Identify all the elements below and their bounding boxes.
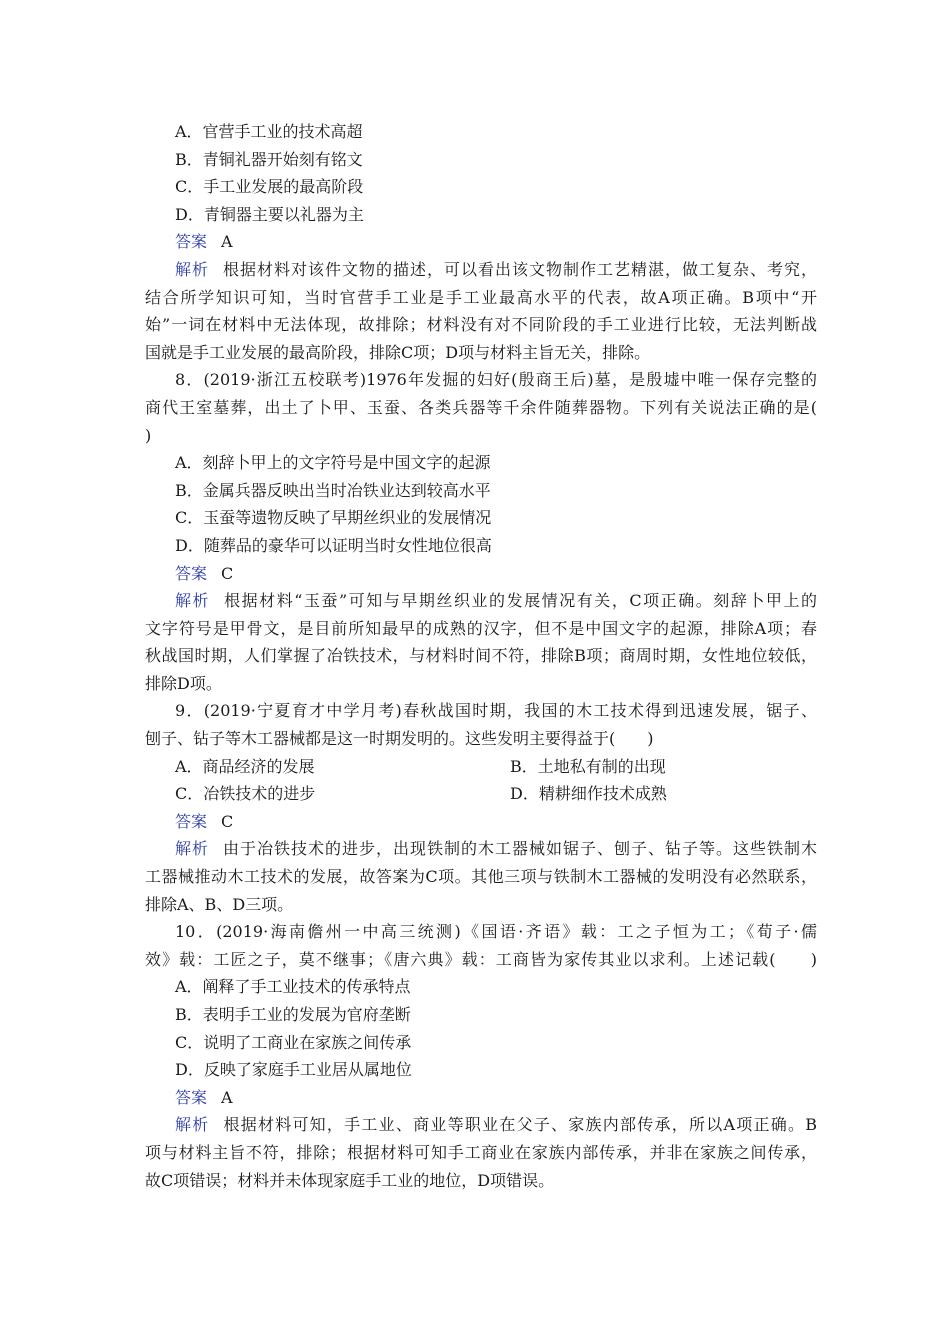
q7-option-a: A．官营手工业的技术高超: [175, 122, 363, 141]
q7-option-c: C．手工业发展的最高阶段: [175, 177, 364, 197]
q7-analysis-line-2: 结合所学知识可知，当时官营手工业是手工业最高水平的代表，故A项正确。B项中“开: [145, 287, 817, 307]
answer-label: 答案: [175, 1087, 208, 1107]
q7-option-b: B．青铜礼器开始刻有铭文: [175, 149, 363, 169]
q9-options-row-1: [145, 753, 817, 781]
q8-answer-value: C: [221, 563, 234, 583]
q10-analysis-line-1: [145, 1111, 817, 1139]
q9-answer: [145, 808, 817, 836]
q10-stem-line-2: 效》载：工匠之子，莫不继事；《唐六典》载：工商皆为家传其业以求利。上述记载( ): [145, 949, 817, 969]
q9-analysis-line-2: 工器械推动木工技术的发展，故答案为C项。其他三项与铁制木工器械的发明没有必然联系，: [145, 867, 817, 887]
q8-stem-line-1: 8．(2019·浙江五校联考)1976年发掘的妇好(殷商王后)墓，是殷墟中唯一保存完整的: [175, 370, 817, 390]
q10-option-b: B．表明手工业的发展为官府垄断: [175, 1005, 411, 1024]
q8-option-d: D．随葬品的豪华可以证明当时女性地位很高: [175, 535, 492, 555]
q9-options-row-2: [145, 780, 817, 808]
q8-analysis-line-3: 秋战国时期，人们掌握了冶铁技术，与材料时间不符，排除B项；商周时期，女性地位较低，: [145, 646, 817, 666]
q9-option-c: C．冶铁技术的进步: [175, 784, 316, 804]
answer-label: 答案: [175, 563, 208, 583]
q7-analysis-line-3: 始”一词在材料中无法体现，故排除；材料没有对不同阶段的手工业进行比较，无法判断战: [145, 315, 817, 335]
q10-option-d: D．反映了家庭手工业居从属地位: [175, 1060, 412, 1080]
q7-answer-value: A: [221, 232, 233, 252]
q7-option-d: D．青铜器主要以礼器为主: [175, 204, 364, 224]
analysis-label: 解析: [175, 839, 209, 859]
analysis-label: 解析: [175, 591, 211, 611]
q9-stem-line-1: 9．(2019·宁夏育才中学月考)春秋战国时期，我国的木工技术得到迅速发展，锯子、: [175, 701, 817, 721]
q7-analysis-line-1: [145, 256, 817, 284]
q10-answer-value: A: [221, 1087, 233, 1107]
q8-analysis-text-1: 根据材料“玉蚕”可知与早期丝织业的发展情况有关，C项正确。刻辞卜甲上的: [224, 591, 817, 611]
q8-stem-line-2: 商代王室墓葬，出土了卜甲、玉蚕、各类兵器等千余件随葬器物。下列有关说法正确的是(: [145, 397, 817, 417]
q9-option-a: A．商品经济的发展: [175, 756, 315, 776]
answer-label: 答案: [175, 811, 208, 831]
q7-analysis-line-4: 国就是手工业发展的最高阶段，排除C项；D项与材料主旨无关，排除。: [145, 342, 651, 362]
q7-analysis-text-1: 根据材料对该件文物的描述，可以看出该文物制作工艺精湛，做工复杂、考究，: [223, 259, 817, 279]
q10-option-a: A．阐释了手工业技术的传承特点: [175, 977, 411, 997]
q9-option-d: D．精耕细作技术成熟: [510, 784, 667, 804]
q8-stem-line-3: ): [145, 425, 152, 445]
analysis-label: 解析: [175, 1115, 210, 1135]
q8-answer: [145, 560, 817, 588]
q10-analysis-line-3: 故C项错误；材料并未体现家庭手工业的地位，D项错误。: [145, 1170, 555, 1190]
q10-stem-line-1: 10．(2019·海南儋州一中高三统测)《国语·齐语》载：工之子恒为工；《荀子·儒: [175, 922, 817, 942]
q8-option-c: C．玉蚕等遗物反映了早期丝织业的发展情况: [175, 508, 492, 528]
q10-option-c: C．说明了工商业在家族之间传承: [175, 1032, 412, 1052]
q10-analysis-line-2: 项与材料主旨不符，排除；根据材料可知手工商业在家族内部传承，并非在家族之间传承，: [145, 1142, 817, 1162]
q10-analysis-text-1: 根据材料可知，手工业、商业等职业在父子、家族内部传承，所以A项正确。B: [223, 1115, 817, 1135]
q9-stem-line-2: 刨子、钻子等木工器械都是这一时期发明的。这些发明主要得益于( ): [145, 729, 654, 749]
q9-analysis-line-3: 排除A、B、D三项。: [145, 894, 294, 914]
q8-option-b: B．金属兵器反映出当时冶铁业达到较高水平: [175, 480, 491, 500]
document-page: [145, 118, 817, 1194]
q9-analysis-line-1: [145, 835, 817, 863]
q8-analysis-line-4: 排除D项。: [145, 673, 222, 693]
q9-analysis-text-1: 由于冶铁技术的进步，出现铁制的木工器械如锯子、刨子、钻子等。这些铁制木: [223, 839, 817, 859]
q10-answer: [145, 1084, 817, 1112]
q7-answer: [145, 228, 817, 256]
q8-analysis-line-2: 文字符号是甲骨文，是目前所知最早的成熟的汉字，但不是中国文字的起源，排除A项；春: [145, 618, 817, 638]
q9-option-b: B．土地私有制的出现: [510, 756, 666, 776]
analysis-label: 解析: [175, 259, 209, 279]
q8-analysis-line-1: [145, 587, 817, 615]
q9-answer-value: C: [221, 811, 234, 831]
q8-option-a: A．刻辞卜甲上的文字符号是中国文字的起源: [175, 453, 491, 473]
answer-label: 答案: [175, 232, 208, 252]
